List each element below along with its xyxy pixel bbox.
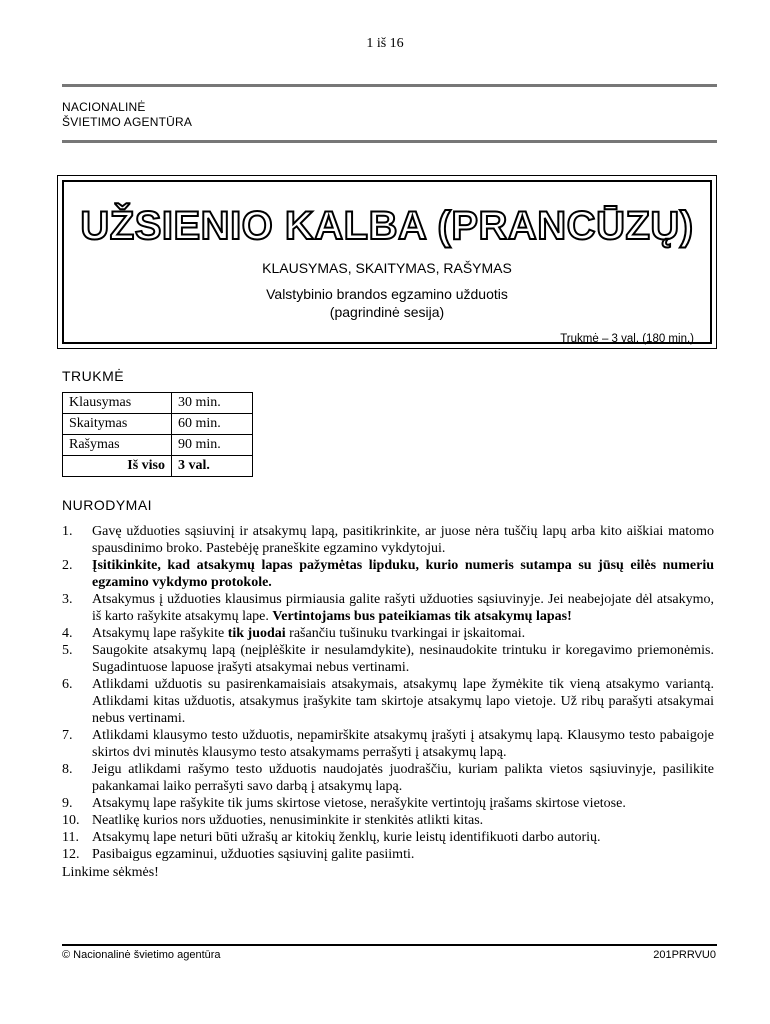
footer-code: 201PRRVU0 (653, 949, 716, 961)
instruction-item (62, 676, 714, 727)
instruction-item (62, 557, 714, 591)
instruction-number: 3. (62, 592, 73, 607)
duration-row (63, 435, 253, 456)
instruction-item (62, 829, 714, 846)
instruction-item (62, 761, 714, 795)
instruction-number: 8. (62, 762, 73, 777)
instruction-item (62, 642, 714, 676)
duration-note: Trukmė – 3 val. (180 min.) (560, 333, 694, 345)
instruction-text: Pasibaigus egzaminui, užduoties sąsiuvinį galite pasiimti. (92, 847, 415, 862)
page-number: 1 iš 16 (366, 36, 404, 51)
duration-label: Skaitymas (63, 414, 172, 435)
instruction-text: Saugokite atsakymų lapą (neįplėškite ir nesulamdykite), nesinaudokite trintuku ir koregavimo priemonėmis. Sugadintuose lapuose įrašyti atsakymai nebus vertinami. (92, 643, 714, 675)
duration-total-value: 3 val. (172, 456, 253, 477)
instruction-item (62, 727, 714, 761)
duration-table (62, 392, 253, 477)
instruction-number: 7. (62, 728, 73, 743)
exam-subtitle (64, 285, 710, 321)
instructions-list (62, 523, 714, 863)
instruction-item (62, 591, 714, 625)
instruction-text: Vertintojams bus pateikiamas tik atsakymų lapas! (272, 609, 572, 624)
header-rule (62, 84, 717, 87)
instruction-text: Gavę užduoties sąsiuvinį ir atsakymų lapą, pasitikrinkite, ar juose nėra tuščių lapų arba kito aiškiai matomo spausdinimo broko. Pastebėję praneškite egzamino vykdytojui. (92, 524, 714, 556)
exam-parts: KLAUSYMAS, SKAITYMAS, RAŠYMAS (262, 260, 512, 276)
instruction-item (62, 523, 714, 557)
instruction-text: Jeigu atlikdami rašymo testo užduotis naudojatės juodraščiu, kuriam palikta vietos sąsiuvinyje, pasilikite pakankamai laiko perrašyti savo darbą į atsakymų lapą. (92, 762, 714, 794)
duration-value: 90 min. (172, 435, 253, 456)
footer-rule (62, 944, 717, 946)
duration-value: 30 min. (172, 393, 253, 414)
duration-total-label: Iš viso (63, 456, 172, 477)
subtitle-line-1: Valstybinio brandos egzamino užduotis (266, 286, 508, 302)
instruction-text: rašančiu tušinuku tvarkingai ir įskaitomai. (285, 626, 526, 641)
organization-name (62, 100, 192, 130)
duration-label: Rašymas (63, 435, 172, 456)
instruction-number: 5. (62, 643, 73, 658)
closing-text: Linkime sėkmės! (62, 865, 159, 880)
instruction-number: 9. (62, 796, 73, 811)
instruction-item (62, 846, 714, 863)
instruction-text: Neatlikę kurios nors užduoties, nenusiminkite ir stenkitės atlikti kitas. (92, 813, 484, 828)
org-line-1: NACIONALINĖ (62, 100, 146, 114)
instructions-heading: NURODYMAI (62, 497, 153, 513)
duration-value: 60 min. (172, 414, 253, 435)
instruction-item (62, 625, 714, 642)
instruction-text: Atsakymų lape rašykite tik jums skirtose vietose, nerašykite vertintojų įrašams skirtose vietose. (92, 796, 626, 811)
instruction-item (62, 795, 714, 812)
instruction-item (62, 812, 714, 829)
instruction-text: Atsakymų lape neturi būti užrašų ar kitokių ženklų, kurie leistų identifikuoti darbo autorių. (92, 830, 601, 845)
duration-heading: TRUKMĖ (62, 368, 125, 384)
title-box-inner (62, 180, 712, 344)
instruction-number: 11. (62, 830, 79, 845)
instruction-number: 4. (62, 626, 73, 641)
header-rule-bottom (62, 140, 717, 143)
instruction-text: Atsakymų lape rašykite (92, 626, 228, 641)
instruction-text: Įsitikinkite, kad atsakymų lapas pažymėtas lipduku, kurio numeris sutampa su jūsų eilės numeriu egzamino vykdymo protokole. (92, 558, 714, 590)
duration-row (63, 414, 253, 435)
instruction-number: 1. (62, 524, 73, 539)
duration-label: Klausymas (63, 393, 172, 414)
instruction-number: 6. (62, 677, 73, 692)
instruction-number: 2. (62, 558, 73, 573)
instruction-text: Atsakymus į užduoties klausimus pirmiausia galite rašyti užduoties sąsiuvinyje. Jei neabejojate dėl atsakymo, iš karto rašykite atsakymų lape. (92, 592, 714, 624)
org-line-2: ŠVIETIMO AGENTŪRA (62, 115, 193, 129)
footer-copyright: © Nacionalinė švietimo agentūra (62, 949, 221, 961)
instruction-number: 10. (62, 813, 80, 828)
subtitle-line-2: (pagrindinė sesija) (329, 304, 445, 320)
duration-total-row (63, 456, 253, 477)
instruction-text: tik juodai (227, 626, 286, 641)
instruction-text: Atlikdami užduotis su pasirenkamaisiais atsakymais, atsakymų lape žymėkite tik vieną atsakymo variantą. Atlikdami kitas užduotis, atsakymus įrašykite tam skirtoje atsakymų lapo vietoje. Už ribų parašyti atsakymai nebus vertinami. (92, 677, 714, 726)
instruction-number: 12. (62, 847, 80, 862)
exam-title: UŽSIENIO KALBA (PRANCŪZŲ) (80, 204, 694, 248)
duration-row (63, 393, 253, 414)
instruction-text: Atlikdami klausymo testo užduotis, nepamirškite atsakymų įrašyti į atsakymų lapą. Klausymo testo pabaigoje skirtos dvi minutės klausymo testo atsakymams perrašyti į atsakymų lapą. (92, 728, 714, 760)
title-box (57, 175, 717, 349)
